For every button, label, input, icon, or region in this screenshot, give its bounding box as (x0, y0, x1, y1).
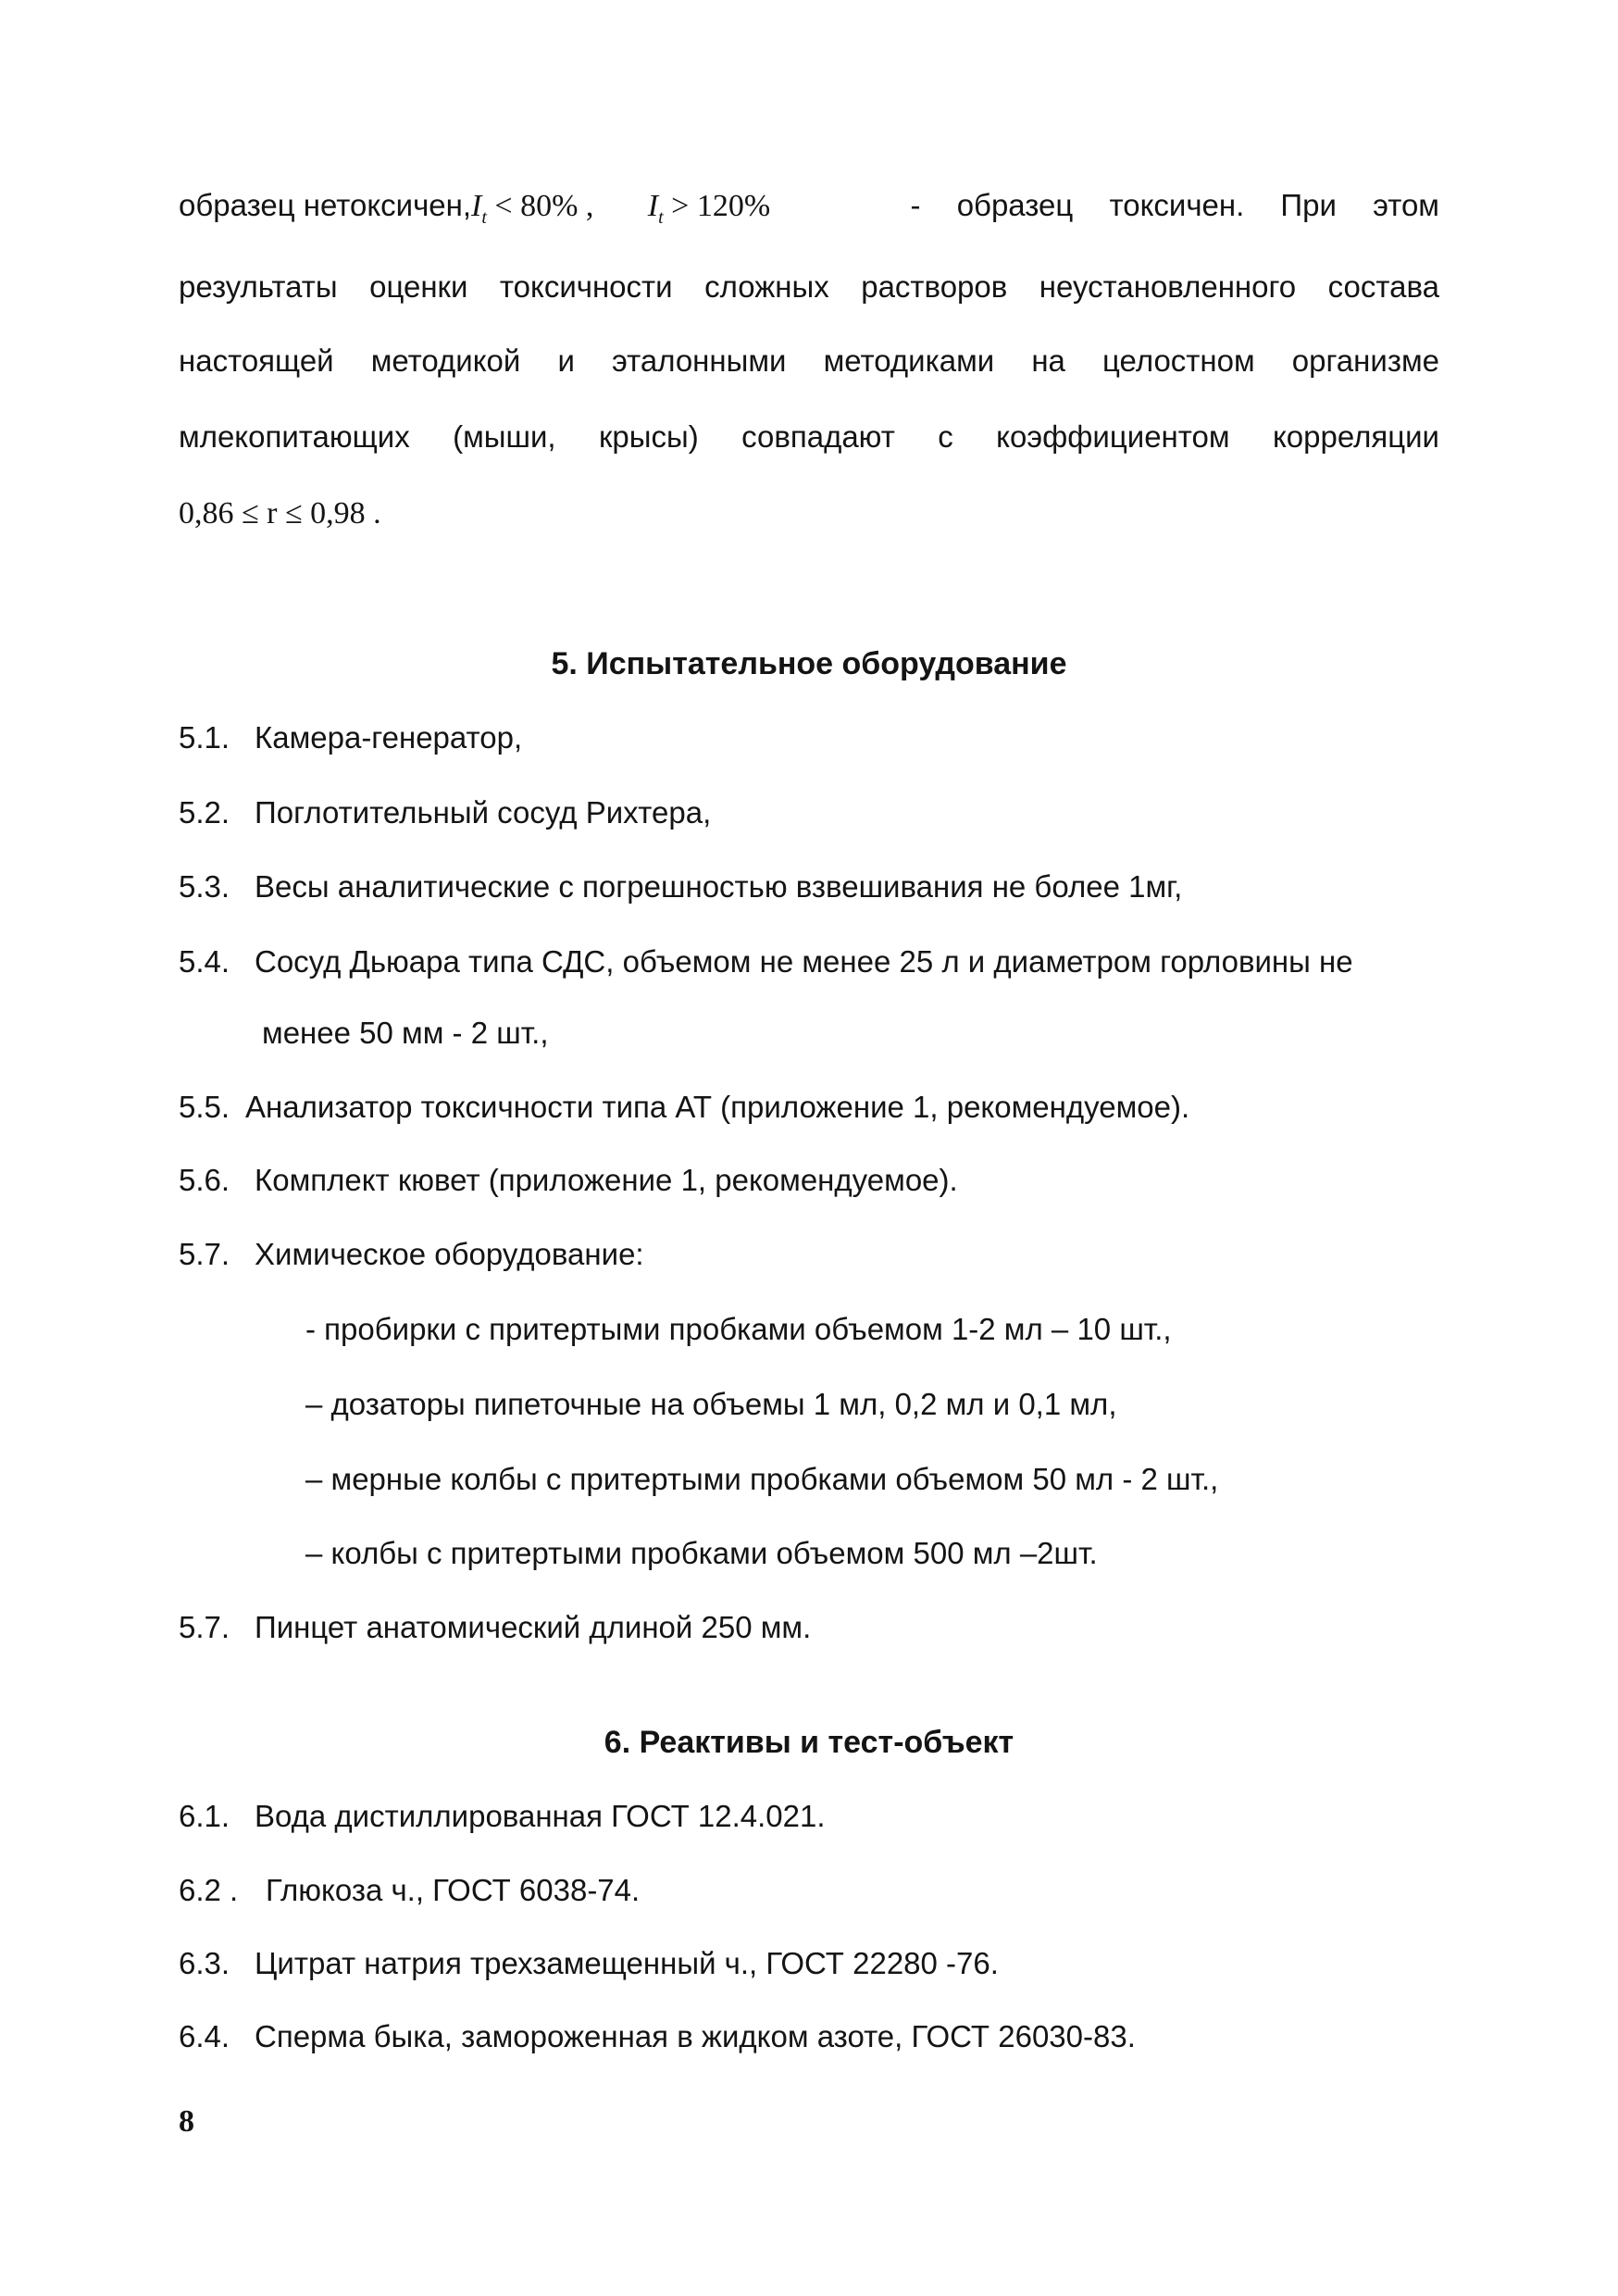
item-text: Камера-генератор, (255, 720, 523, 755)
item-number: 5.1. (179, 720, 230, 755)
chem-list-item: – дозаторы пипеточные на объемы 1 мл, 0,2 мл и 0,1 мл, (305, 1387, 1117, 1421)
item-text: Весы аналитические с погрешностью взвешивания не более 1мг, (255, 869, 1183, 904)
list-item (179, 1609, 811, 1646)
intro-line-2: результаты оценки токсичности сложных растворов неустановленного состава (179, 269, 1439, 304)
item-text: Пинцет анатомический длиной 250 мм. (255, 1610, 812, 1644)
intro-line-3: настоящей методикой и эталонными методиками на целостном организме (179, 343, 1439, 378)
page-number: 8 (179, 2104, 194, 2139)
chem-list-item: – мерные колбы с притертыми пробками объемом 50 мл - 2 шт., (305, 1462, 1219, 1496)
item-number: 5.7. (179, 1237, 230, 1271)
item-text: Глюкоза ч., ГОСТ 6038-74. (266, 1873, 641, 1907)
intro-formula-greater-120: > 120% (663, 189, 771, 223)
intro-line-1-text-a: образец нетоксичен, (179, 188, 472, 222)
list-item (179, 1089, 1189, 1126)
list-item (179, 719, 522, 756)
intro-line-5-formula: 0,86 ≤ r ≤ 0,98 . (179, 496, 381, 530)
item-text: Анализатор токсичности типа АТ (приложение 1, рекомендуемое). (245, 1090, 1190, 1124)
item-text: Поглотительный сосуд Рихтера, (255, 795, 712, 830)
list-item (179, 1236, 644, 1273)
item-number: 5.6. (179, 1163, 230, 1197)
intro-formula-less-80: < 80% , (486, 189, 594, 223)
item-text: Вода дистиллированная ГОСТ 12.4.021. (255, 1799, 826, 1833)
item-text: Цитрат натрия трехзамещенный ч., ГОСТ 22280 -76. (255, 1946, 999, 1980)
list-item (179, 943, 1353, 980)
item-number: 5.5. (179, 1090, 230, 1124)
intro-line-1-text-d: - образец токсичен. При этом (910, 188, 1439, 222)
item-number: 5.7. (179, 1610, 230, 1644)
item-number: 6.3. (179, 1946, 230, 1980)
list-item (179, 1945, 999, 1982)
list-item (179, 1162, 958, 1199)
chem-list-item: – колбы с притертыми пробками объемом 500 мл –2шт. (305, 1536, 1098, 1570)
intro-formula-i1: $I_t$ (471, 189, 487, 228)
intro-line-1 (179, 187, 1439, 236)
intro-line-4: млекопитающих (мыши, крысы) совпадают с коэффициентом корреляции (179, 419, 1439, 454)
intro-formula-i2: $I_t$ (647, 189, 664, 228)
item-number: 5.3. (179, 869, 230, 904)
list-item (179, 1798, 826, 1835)
item-number: 6.4. (179, 2019, 230, 2053)
section-5-heading: 5. Испытательное оборудование (551, 646, 1067, 681)
list-item (179, 1872, 640, 1909)
chem-list-item: - пробирки с притертыми пробками объемом 1-2 мл – 10 шт., (305, 1312, 1172, 1346)
item-number: 5.4. (179, 944, 230, 979)
item-number: 6.2 . (179, 1873, 239, 1907)
item-number: 5.2. (179, 795, 230, 830)
item-text: Комплект кювет (приложение 1, рекомендуемое). (255, 1163, 958, 1197)
item-text: Сосуд Дьюара типа СДС, объемом не менее 25 л и диаметром горловины не (255, 944, 1353, 979)
item-continuation: менее 50 мм - 2 шт., (262, 1016, 549, 1050)
list-item (179, 2018, 1136, 2055)
item-text: Сперма быка, замороженная в жидком азоте, ГОСТ 26030-83. (255, 2019, 1136, 2053)
item-number: 6.1. (179, 1799, 230, 1833)
list-item (179, 868, 1182, 905)
list-item (179, 794, 711, 831)
item-text: Химическое оборудование: (255, 1237, 644, 1271)
section-6-heading: 6. Реактивы и тест-объект (604, 1725, 1014, 1760)
